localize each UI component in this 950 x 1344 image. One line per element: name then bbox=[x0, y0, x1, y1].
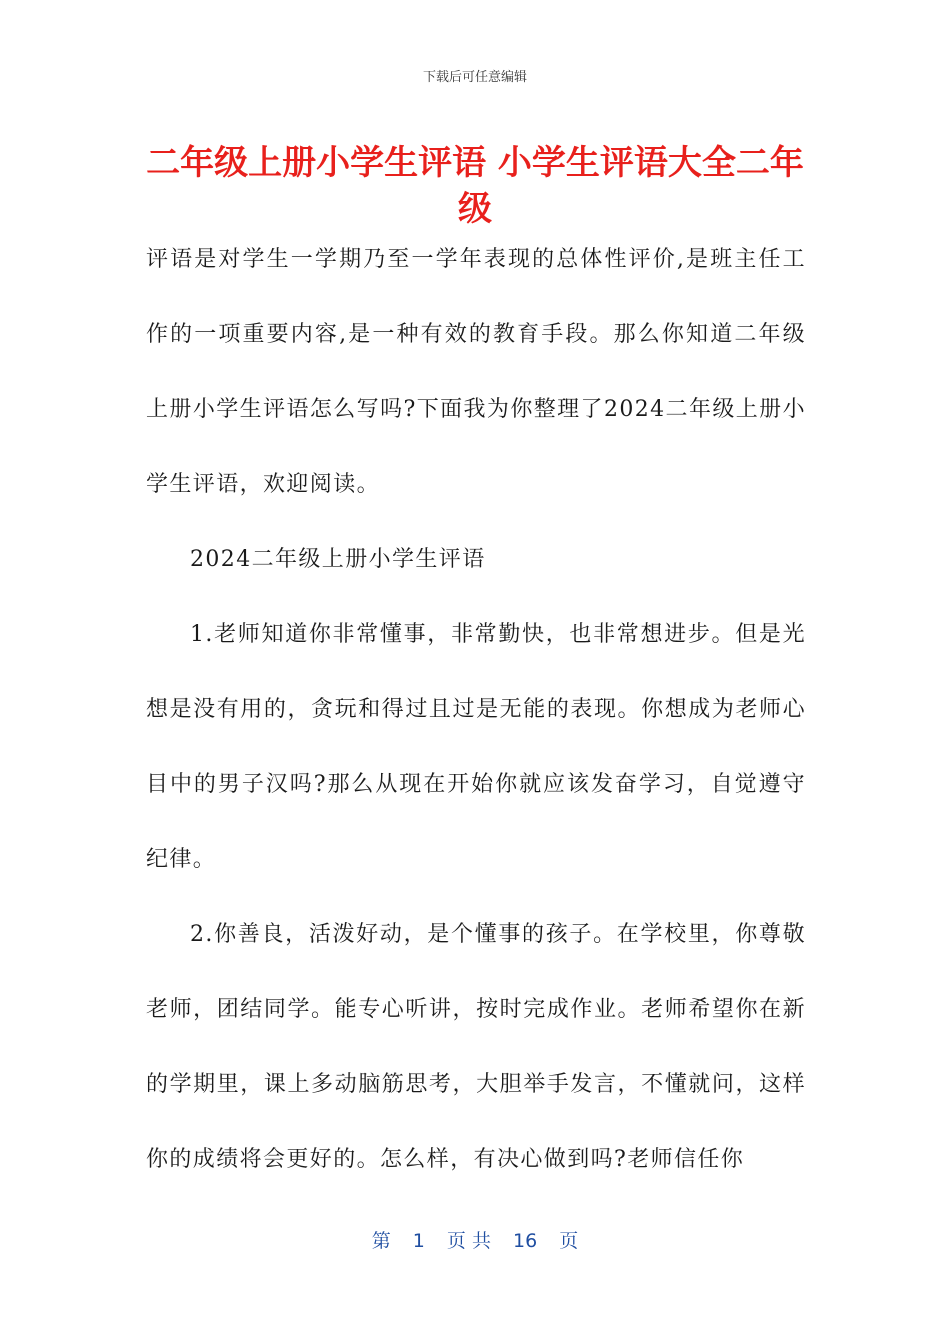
document-title: 二年级上册小学生评语 小学生评语大全二年级 bbox=[146, 143, 804, 229]
paragraph-section-heading: 2024二年级上册小学生评语 bbox=[190, 547, 486, 572]
footer-prefix: 第 bbox=[371, 1230, 391, 1252]
page-footer bbox=[0, 1226, 950, 1253]
footer-total-pages: 16 bbox=[513, 1230, 538, 1252]
footer-page-number: 1 bbox=[412, 1230, 425, 1252]
document-body bbox=[146, 222, 806, 1197]
paragraph-comment-2: 2.你善良，活泼好动，是个懂事的孩子。在学校里，你尊敬老师，团结同学。能专心听讲，按时完成作业。老师希望你在新的学期里，课上多动脑筋思考，大胆举手发言，不懂就问，这样你的成绩将会更好的。怎么样，有决心做到吗?老师信任你 bbox=[146, 922, 806, 1172]
paragraph-comment-1: 1.老师知道你非常懂事，非常勤快，也非常想进步。但是光想是没有用的，贪玩和得过且过是无能的表现。你想成为老师心目中的男子汉吗?那么从现在开始你就应该发奋学习，自觉遵守纪律。 bbox=[146, 622, 806, 872]
footer-suffix: 页 bbox=[559, 1230, 579, 1252]
footer-middle: 页 共 bbox=[446, 1230, 491, 1252]
paragraph-intro: 评语是对学生一学期乃至一学年表现的总体性评价,是班主任工作的一项重要内容,是一种有效的教育手段。那么你知道二年级上册小学生评语怎么写吗?下面我为你整理了2024二年级上册小学生评语，欢迎阅读。 bbox=[146, 247, 806, 497]
header-note: 下载后可任意编辑 bbox=[422, 70, 527, 85]
